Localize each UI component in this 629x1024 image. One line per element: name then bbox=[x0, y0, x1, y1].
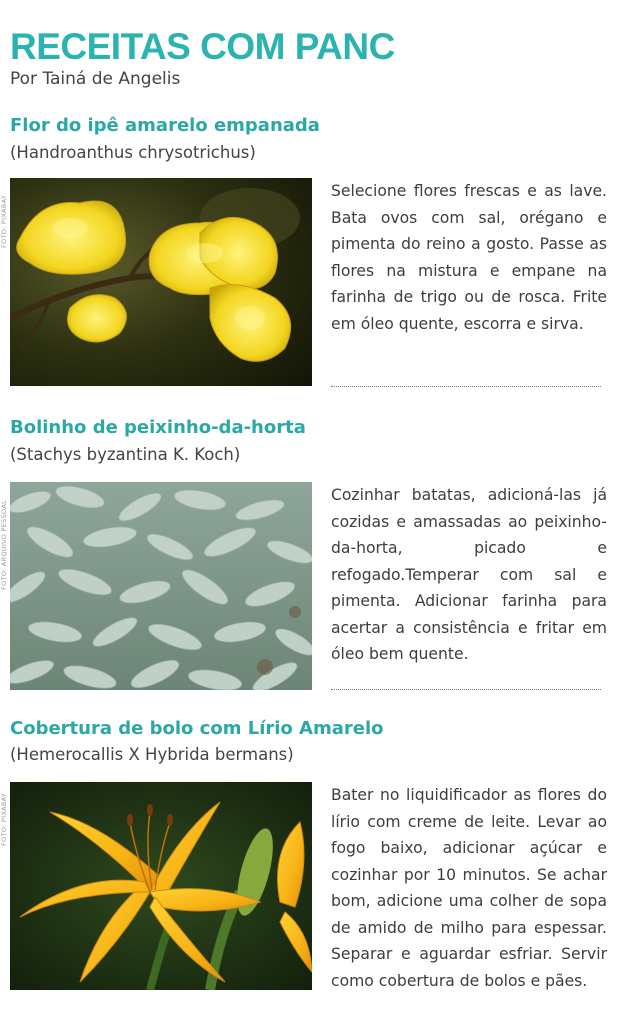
recipe-title-peixinho: Bolinho de peixinho-da-horta bbox=[10, 417, 306, 438]
recipe-instructions-peixinho: Cozinhar batatas, adicioná-las já cozidas e amassadas ao peixinho-da-horta, picado e refogado.Temperar com sal e pimenta. Adicionar farinha para acertar a consistência e fritar em óleo bem quente. bbox=[331, 486, 607, 663]
recipe-title-ipe: Flor do ipê amarelo empanada bbox=[10, 115, 320, 136]
photo-credit-ipe: FOTO: PIXABAY bbox=[0, 194, 8, 248]
recipe-scientific-name-peixinho: (Stachys byzantina K. Koch) bbox=[10, 445, 241, 464]
photo-credit-lirio: FOTO: PIXABAY bbox=[0, 792, 8, 846]
recipe-divider bbox=[331, 689, 601, 690]
recipe-divider bbox=[331, 386, 601, 387]
photo-lirio-flower bbox=[10, 782, 312, 990]
photo-peixinho-plant bbox=[10, 482, 312, 690]
recipe-scientific-name-ipe: (Handroanthus chrysotrichus) bbox=[10, 143, 256, 162]
page-title: RECEITAS COM PANC bbox=[10, 26, 395, 67]
recipe-instructions-ipe: Selecione flores frescas e as lave. Bata ovos com sal, orégano e pimenta do reino a gosto. Passe as flores na mistura e empane na farinha de trigo ou de rosca. Frite em óleo quente, escorra e sirva. bbox=[331, 182, 607, 333]
recipe-instructions-lirio: Bater no liquidificador as flores do lírio com creme de leite. Levar ao fogo baixo, adicionar açúcar e cozinhar por 10 minutos. Se achar bom, adicione uma colher de sopa de amido de milho para espessar. Separar e aguardar esfriar. Servir como cobertura de bolos e pães. bbox=[331, 786, 607, 990]
recipe-scientific-name-lirio: (Hemerocallis X Hybrida bermans) bbox=[10, 745, 294, 764]
recipe-title-lirio: Cobertura de bolo com Lírio Amarelo bbox=[10, 718, 384, 739]
author-byline: Por Tainá de Angelis bbox=[10, 69, 181, 89]
photo-ipe-flower bbox=[10, 178, 312, 386]
photo-credit-peixinho: FOTO: ARQUIVO PESSOAL bbox=[0, 500, 8, 590]
